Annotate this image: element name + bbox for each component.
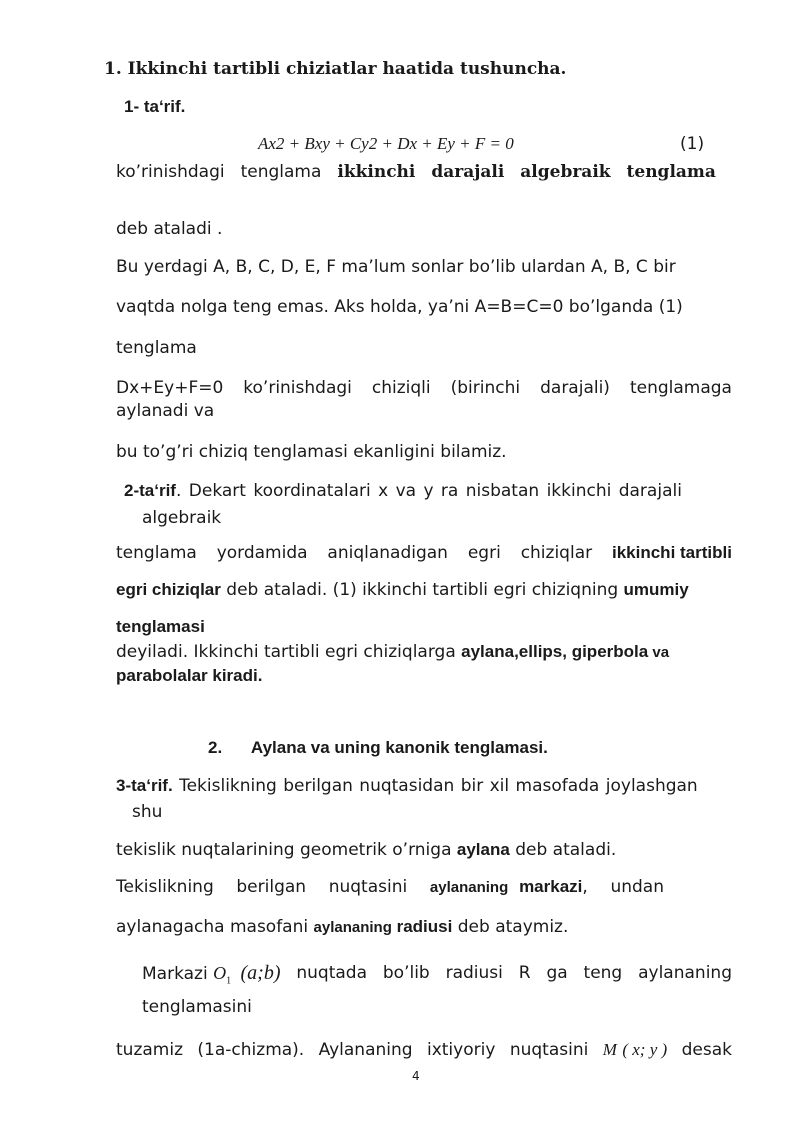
word: Dx+Ey+F=0 <box>116 378 224 398</box>
bold-term: tenglamasi <box>116 617 205 636</box>
word: bo’lib <box>382 963 430 983</box>
page-number: 4 <box>412 1069 420 1083</box>
word: Aylananing <box>318 1040 413 1060</box>
word: ixtiyoriy <box>426 1040 496 1060</box>
word: Tekislikning <box>116 877 214 897</box>
text-line: vaqtda nolga teng emas. Aks holda, ya’ni A=B=C=0 bo’lganda (1) <box>116 297 683 317</box>
text-line: tenglamasini <box>142 997 252 1017</box>
word: chiziqli <box>371 378 431 398</box>
text-line: deb ataladi . <box>116 219 223 239</box>
definition-2-line-3 <box>116 579 732 601</box>
word: nuqtasini <box>509 1040 589 1060</box>
word: chiziqlar <box>520 543 593 563</box>
point-coordinates: ( x; y ) <box>622 1040 668 1059</box>
definition-3-label: 3-ta‘rif. <box>116 776 173 795</box>
word: teng <box>583 963 623 983</box>
text-line-justified <box>116 377 732 399</box>
bold-term: aylananing <box>313 919 392 936</box>
section-2-number: 2. <box>208 738 223 757</box>
definition-3-text: Tekislikning berilgan nuqtasidan bir xil masofada joylashgan <box>172 776 698 796</box>
word: (1a-chizma). <box>197 1040 305 1060</box>
center-letter: O <box>213 963 227 983</box>
center-coordinates: (a;b) <box>240 962 281 984</box>
word: Markazi <box>142 964 208 984</box>
bold-term: parabolalar kiradi. <box>116 666 263 685</box>
equation-1-number: (1) <box>680 134 705 154</box>
text: deyiladi. Ikkinchi tartibli egri chiziqlarga <box>116 642 462 662</box>
bold-term: va <box>648 644 670 661</box>
bold-term: aylananing <box>429 879 509 896</box>
word: ko’rinishdagi <box>243 378 352 398</box>
bold-term: darajali <box>431 162 505 182</box>
word: darajali) <box>540 378 610 398</box>
bold-term: radiusi <box>391 917 453 936</box>
text: deb ataladi. (1) ikkinchi tartibli egri chiziqning <box>220 580 624 600</box>
definition-3-line-2 <box>116 839 732 861</box>
word: R <box>518 963 531 983</box>
paragraph-1-line-1 <box>116 161 716 183</box>
word: yordamida <box>216 543 308 563</box>
definition-2-line-2 <box>116 542 732 564</box>
definition-2-line-5 <box>116 641 732 664</box>
section-1-title: Ikkinchi tartibli chiziatlar haatida tushuncha. <box>127 59 567 79</box>
word: desak <box>681 1040 732 1060</box>
definition-3-line-1 <box>116 775 732 797</box>
word: ko’rinishdagi <box>116 162 225 182</box>
equation-1: Ax2 + Bxy + Cy2 + Dx + Ey + F = 0 <box>258 134 514 153</box>
bold-term: algebraik <box>520 162 611 182</box>
point-letter: M <box>602 1040 617 1059</box>
text: deb ataymiz. <box>452 917 569 937</box>
center-symbol <box>213 963 232 987</box>
text-line: shu <box>132 802 163 822</box>
section-1-number: 1. <box>104 59 122 79</box>
word: tuzamiz <box>116 1040 183 1060</box>
word: nuqtada <box>296 963 367 983</box>
text-line: aylanadi va <box>116 401 215 421</box>
bold-term: umumiy <box>623 580 689 599</box>
center-paragraph-line-1 <box>142 962 732 993</box>
definition-2-label: 2-ta‘rif <box>124 481 176 500</box>
bold-term: aylana,ellips, giperbola <box>461 642 649 661</box>
text-line: bu to’g’ri chiziq tenglamasi ekanligini bilamiz. <box>116 442 507 462</box>
text: aylanagacha masofani <box>116 917 314 937</box>
text: deb ataladi. <box>509 840 617 860</box>
word: tenglama <box>240 162 322 182</box>
bold-term: ikkinchi <box>337 162 416 182</box>
section-2-heading <box>208 737 800 759</box>
section-1-heading <box>104 58 566 80</box>
text: , <box>582 877 588 897</box>
word: berilgan <box>236 877 307 897</box>
bold-term: egri chiziqlar <box>116 580 221 599</box>
last-line <box>116 1039 732 1061</box>
definition-3-line-4 <box>116 916 732 939</box>
definition-2-text: . Dekart koordinatalari x va y ra nisbatan ikkinchi darajali <box>175 481 682 501</box>
text-line: tenglama <box>116 338 197 358</box>
word: undan <box>610 877 664 897</box>
word: tenglama <box>116 543 197 563</box>
word: (birinchi <box>450 378 521 398</box>
subscript: 1 <box>226 975 232 987</box>
text-line: algebraik <box>142 508 222 528</box>
bold-term: tenglama <box>626 162 716 182</box>
definition-2-line-1 <box>124 480 732 502</box>
word: nuqtasini <box>328 877 408 897</box>
definition-1-label: 1- ta‘rif. <box>124 97 186 116</box>
word: aylananing <box>638 963 732 983</box>
section-2-title: Aylana va uning kanonik tenglamasi. <box>250 738 548 757</box>
word: egri <box>467 543 501 563</box>
word: tenglamaga <box>629 378 732 398</box>
word: aniqlanadigan <box>327 543 448 563</box>
text: tekislik nuqtalarining geometrik o’rniga <box>116 840 457 860</box>
word: ga <box>546 963 568 983</box>
definition-3-line-3 <box>116 876 664 899</box>
word: radiusi <box>445 963 503 983</box>
bold-term: aylana <box>456 840 510 859</box>
bold-term: ikkinchi tartibli <box>611 543 732 562</box>
text-line: Bu yerdagi A, B, C, D, E, F ma’lum sonlar bo’lib ulardan A, B, C bir <box>116 257 676 277</box>
bold-term: markazi <box>519 877 583 896</box>
